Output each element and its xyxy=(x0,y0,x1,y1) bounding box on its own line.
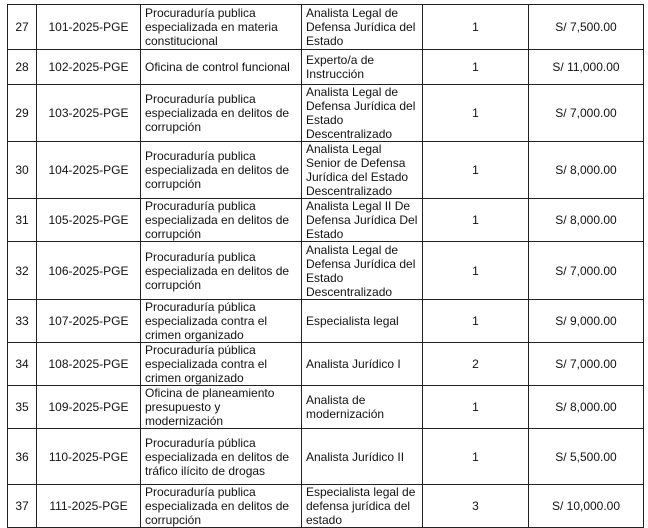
office-name: Procuraduría pública especializada contra el crimen organizado xyxy=(141,300,302,343)
table-row xyxy=(8,142,644,199)
vacancy-code: 101-2025-PGE xyxy=(37,5,141,50)
office-name: Oficina de control funcional xyxy=(141,50,302,85)
vacancy-count: 1 xyxy=(423,242,529,300)
vacancy-code: 106-2025-PGE xyxy=(37,242,141,300)
row-number: 35 xyxy=(8,386,37,429)
row-number: 30 xyxy=(8,142,37,199)
salary: S/ 9,000.00 xyxy=(529,300,644,343)
office-name: Procuraduría pública especializada contra el crimen organizado xyxy=(141,343,302,386)
position-title: Especialista legal xyxy=(302,300,423,343)
office-name: Procuraduría publica especializada en delitos de corrupción xyxy=(141,85,302,142)
office-name: Procuraduría pública especializada en delitos de tráfico ilícito de drogas xyxy=(141,429,302,485)
vacancy-count: 1 xyxy=(423,5,529,50)
row-number: 31 xyxy=(8,199,37,242)
salary: S/ 8,000.00 xyxy=(529,199,644,242)
position-title: Analista Jurídico I xyxy=(302,343,423,386)
table-row xyxy=(8,386,644,429)
vacancy-code: 104-2025-PGE xyxy=(37,142,141,199)
vacancy-code: 107-2025-PGE xyxy=(37,300,141,343)
position-title: Analista Legal de Defensa Jurídica del Estado Descentralizado xyxy=(302,85,423,142)
salary: S/ 8,000.00 xyxy=(529,386,644,429)
vacancy-count: 2 xyxy=(423,343,529,386)
vacancy-code: 111-2025-PGE xyxy=(37,485,141,528)
position-title: Analista Legal Senior de Defensa Jurídica del Estado Descentralizado xyxy=(302,142,423,199)
vacancy-count: 1 xyxy=(423,142,529,199)
position-title: Especialista legal de defensa jurídica del estado xyxy=(302,485,423,528)
table-row xyxy=(8,485,644,528)
vacancy-code: 105-2025-PGE xyxy=(37,199,141,242)
vacancy-count: 3 xyxy=(423,485,529,528)
vacancy-count: 1 xyxy=(423,199,529,242)
office-name: Procuraduría publica especializada en delitos de corrupción xyxy=(141,242,302,300)
vacancy-code: 102-2025-PGE xyxy=(37,50,141,85)
position-title: Analista Legal de Defensa Jurídica del Estado Descentralizado xyxy=(302,242,423,300)
row-number: 34 xyxy=(8,343,37,386)
position-title: Experto/a de Instrucción xyxy=(302,50,423,85)
position-title: Analista de modernización xyxy=(302,386,423,429)
row-number: 37 xyxy=(8,485,37,528)
row-number: 36 xyxy=(8,429,37,485)
vacancy-count: 1 xyxy=(423,386,529,429)
salary: S/ 5,500.00 xyxy=(529,429,644,485)
vacancy-code: 103-2025-PGE xyxy=(37,85,141,142)
vacancies-table xyxy=(7,4,644,528)
vacancy-count: 1 xyxy=(423,50,529,85)
office-name: Procuraduría publica especializada en delitos de corrupción xyxy=(141,485,302,528)
table-row xyxy=(8,5,644,50)
vacancy-count: 1 xyxy=(423,85,529,142)
table-row xyxy=(8,85,644,142)
table-row xyxy=(8,199,644,242)
office-name: Procuraduría publica especializada en delitos de corrupción xyxy=(141,199,302,242)
salary: S/ 7,000.00 xyxy=(529,85,644,142)
salary: S/ 11,000.00 xyxy=(529,50,644,85)
vacancy-count: 1 xyxy=(423,429,529,485)
office-name: Oficina de planeamiento presupuesto y modernización xyxy=(141,386,302,429)
office-name: Procuraduría publica especializada en materia constitucional xyxy=(141,5,302,50)
table-row xyxy=(8,242,644,300)
salary: S/ 7,500.00 xyxy=(529,5,644,50)
position-title: Analista Jurídico II xyxy=(302,429,423,485)
salary: S/ 8,000.00 xyxy=(529,142,644,199)
salary: S/ 7,000.00 xyxy=(529,242,644,300)
row-number: 27 xyxy=(8,5,37,50)
row-number: 29 xyxy=(8,85,37,142)
row-number: 28 xyxy=(8,50,37,85)
table-row xyxy=(8,429,644,485)
office-name: Procuraduría publica especializada en delitos de corrupción xyxy=(141,142,302,199)
row-number: 32 xyxy=(8,242,37,300)
salary: S/ 7,000.00 xyxy=(529,343,644,386)
position-title: Analista Legal II De Defensa Jurídica Del Estado xyxy=(302,199,423,242)
table-row xyxy=(8,300,644,343)
table-row xyxy=(8,343,644,386)
position-title: Analista Legal de Defensa Jurídica del Estado xyxy=(302,5,423,50)
table-row xyxy=(8,50,644,85)
vacancy-code: 109-2025-PGE xyxy=(37,386,141,429)
vacancy-count: 1 xyxy=(423,300,529,343)
vacancy-code: 108-2025-PGE xyxy=(37,343,141,386)
vacancy-code: 110-2025-PGE xyxy=(37,429,141,485)
salary: S/ 10,000.00 xyxy=(529,485,644,528)
row-number: 33 xyxy=(8,300,37,343)
